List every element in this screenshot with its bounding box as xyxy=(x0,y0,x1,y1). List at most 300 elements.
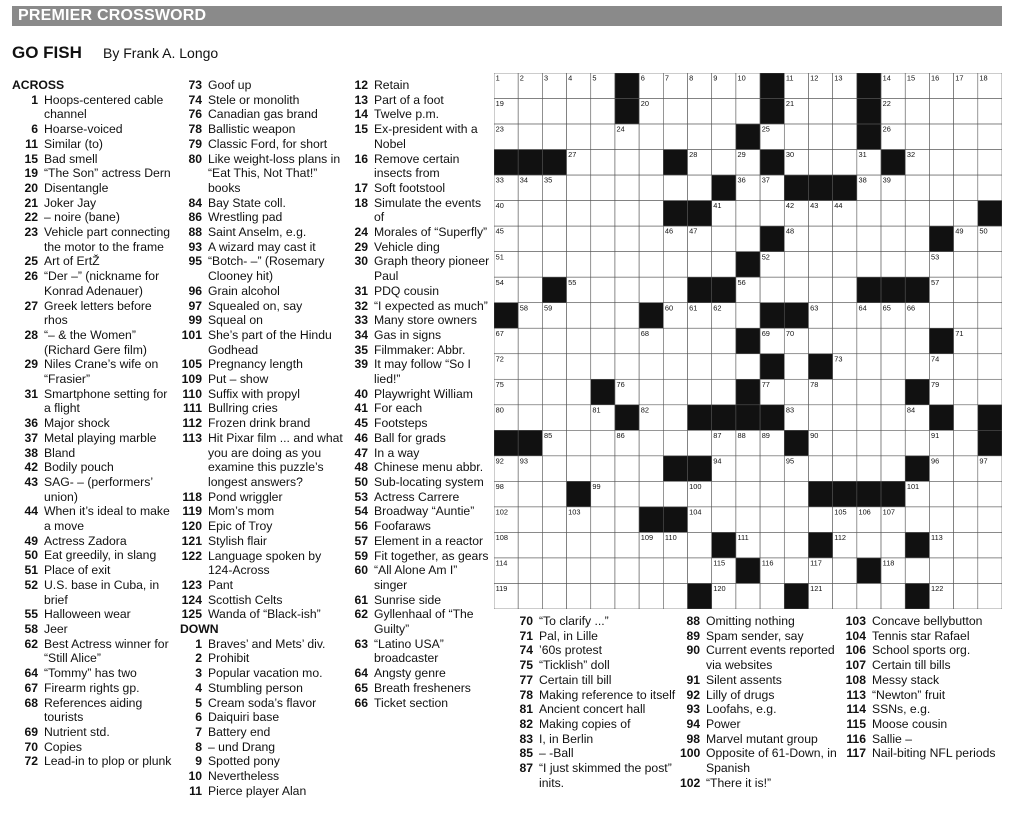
grid-cell[interactable] xyxy=(639,583,663,609)
grid-cell[interactable] xyxy=(905,124,929,150)
grid-cell[interactable] xyxy=(567,99,591,125)
clue xyxy=(840,732,1000,747)
grid-cell[interactable] xyxy=(784,124,808,150)
grid-cell[interactable] xyxy=(639,226,663,252)
grid-cell[interactable] xyxy=(905,252,929,278)
grid-cell[interactable] xyxy=(663,481,687,507)
grid-cell[interactable] xyxy=(518,481,542,507)
clue xyxy=(180,769,348,784)
clue-text: Disentangle xyxy=(44,180,109,195)
grid-cell[interactable] xyxy=(518,328,542,354)
grid-cell[interactable] xyxy=(615,354,639,380)
grid-cell[interactable] xyxy=(784,277,808,303)
grid-cell[interactable] xyxy=(905,99,929,125)
grid-cell[interactable] xyxy=(542,379,566,405)
grid-cell[interactable] xyxy=(736,99,760,125)
cell-number: 21 xyxy=(785,99,795,109)
grid-cell[interactable] xyxy=(712,252,736,278)
grid-cell[interactable] xyxy=(615,252,639,278)
grid-cell[interactable] xyxy=(954,303,978,329)
grid-cell[interactable] xyxy=(978,532,1002,558)
grid-cell[interactable] xyxy=(978,150,1002,176)
grid-cell[interactable] xyxy=(833,277,857,303)
clue-text: For each xyxy=(374,401,423,416)
grid-cell[interactable] xyxy=(808,405,832,431)
grid-cell[interactable] xyxy=(978,583,1002,609)
grid-cell[interactable] xyxy=(615,226,639,252)
grid-cell[interactable] xyxy=(978,303,1002,329)
clue xyxy=(350,93,492,108)
grid-cell[interactable] xyxy=(542,124,566,150)
grid-cell[interactable] xyxy=(567,405,591,431)
grid-cell[interactable] xyxy=(808,150,832,176)
grid-cell[interactable] xyxy=(591,430,615,456)
grid-cell[interactable] xyxy=(639,456,663,482)
grid-cell[interactable] xyxy=(978,124,1002,150)
grid-cell[interactable] xyxy=(736,303,760,329)
grid-cell[interactable] xyxy=(881,456,905,482)
grid-cell[interactable] xyxy=(615,201,639,227)
grid-cell[interactable] xyxy=(663,558,687,584)
clue-text: Language spoken by 124-Across xyxy=(208,548,322,578)
grid-cell[interactable] xyxy=(954,124,978,150)
grid-cell[interactable] xyxy=(833,226,857,252)
grid-cell[interactable] xyxy=(954,354,978,380)
grid-cell[interactable] xyxy=(663,430,687,456)
grid-cell[interactable] xyxy=(857,226,881,252)
grid-cell[interactable] xyxy=(978,328,1002,354)
grid-cell[interactable] xyxy=(833,558,857,584)
grid-cell[interactable] xyxy=(736,354,760,380)
grid-cell[interactable] xyxy=(857,456,881,482)
clue-text: Mom’s mom xyxy=(208,504,275,519)
grid-cell[interactable] xyxy=(857,379,881,405)
grid-cell[interactable] xyxy=(712,150,736,176)
grid-cell[interactable] xyxy=(881,201,905,227)
grid-cell[interactable] xyxy=(591,226,615,252)
grid-cell[interactable] xyxy=(542,583,566,609)
grid-cell[interactable] xyxy=(542,328,566,354)
grid-cell[interactable] xyxy=(542,99,566,125)
grid-cell[interactable] xyxy=(881,354,905,380)
grid-cell[interactable] xyxy=(688,532,712,558)
grid-cell[interactable] xyxy=(881,583,905,609)
grid-cell[interactable] xyxy=(978,379,1002,405)
grid-cell[interactable] xyxy=(518,226,542,252)
grid-cell[interactable] xyxy=(954,481,978,507)
grid-cell[interactable] xyxy=(736,201,760,227)
grid-cell[interactable] xyxy=(639,379,663,405)
grid-cell[interactable] xyxy=(833,583,857,609)
grid-cell[interactable] xyxy=(567,226,591,252)
grid-cell[interactable] xyxy=(639,124,663,150)
grid-cell[interactable] xyxy=(639,354,663,380)
clue-number: 16 xyxy=(354,151,368,166)
grid-cell[interactable] xyxy=(833,150,857,176)
grid-cell[interactable] xyxy=(591,583,615,609)
grid-cell[interactable] xyxy=(760,456,784,482)
grid-cell[interactable] xyxy=(784,507,808,533)
grid-cell[interactable] xyxy=(808,99,832,125)
grid-cell[interactable] xyxy=(591,124,615,150)
crossword-grid[interactable] xyxy=(494,73,1002,609)
cell-number: 69 xyxy=(761,328,770,338)
grid-cell[interactable] xyxy=(881,379,905,405)
grid-cell[interactable] xyxy=(857,405,881,431)
grid-cell[interactable] xyxy=(688,354,712,380)
grid-cell[interactable] xyxy=(591,532,615,558)
grid-cell[interactable] xyxy=(542,456,566,482)
grid-cell[interactable] xyxy=(905,201,929,227)
grid-cell[interactable] xyxy=(615,303,639,329)
grid-cell[interactable] xyxy=(688,379,712,405)
grid-cell[interactable] xyxy=(736,583,760,609)
grid-cell[interactable] xyxy=(639,277,663,303)
grid-cell[interactable] xyxy=(760,277,784,303)
grid-cell[interactable] xyxy=(712,328,736,354)
clue-number: 23 xyxy=(24,225,38,240)
cell-number: 59 xyxy=(543,303,553,313)
grid-cell[interactable] xyxy=(542,532,566,558)
grid-cell[interactable] xyxy=(954,456,978,482)
grid-cell[interactable] xyxy=(736,456,760,482)
grid-cell[interactable] xyxy=(542,201,566,227)
cell-number: 64 xyxy=(858,303,867,313)
grid-cell[interactable] xyxy=(542,252,566,278)
cell-number: 107 xyxy=(882,507,895,517)
grid-cell[interactable] xyxy=(978,354,1002,380)
grid-cell[interactable] xyxy=(615,583,639,609)
grid-cell[interactable] xyxy=(591,252,615,278)
grid-cell[interactable] xyxy=(615,175,639,201)
cell-number: 34 xyxy=(519,175,529,185)
grid-cell[interactable] xyxy=(736,481,760,507)
grid-cell[interactable] xyxy=(712,124,736,150)
grid-cell[interactable] xyxy=(567,583,591,609)
cell-number: 29 xyxy=(737,150,746,160)
grid-cell[interactable] xyxy=(784,481,808,507)
grid-cell[interactable] xyxy=(615,507,639,533)
grid-cell[interactable] xyxy=(518,507,542,533)
grid-cell[interactable] xyxy=(833,303,857,329)
grid-cell[interactable] xyxy=(591,303,615,329)
grid-cell[interactable] xyxy=(567,328,591,354)
grid-cell[interactable] xyxy=(808,252,832,278)
grid-cell[interactable] xyxy=(905,328,929,354)
grid-cell[interactable] xyxy=(518,532,542,558)
cell-number: 1 xyxy=(495,73,500,83)
cell-number: 82 xyxy=(640,405,649,415)
grid-cell[interactable] xyxy=(808,226,832,252)
grid-cell[interactable] xyxy=(639,481,663,507)
grid-cell[interactable] xyxy=(929,175,953,201)
grid-cell[interactable] xyxy=(712,379,736,405)
grid-block xyxy=(978,405,1002,431)
grid-cell[interactable] xyxy=(954,201,978,227)
clue xyxy=(180,490,348,505)
grid-cell[interactable] xyxy=(833,252,857,278)
clue-number: 86 xyxy=(188,210,202,225)
grid-cell[interactable] xyxy=(929,201,953,227)
grid-cell[interactable] xyxy=(954,583,978,609)
grid-cell[interactable] xyxy=(954,379,978,405)
grid-cell[interactable] xyxy=(978,175,1002,201)
grid-cell[interactable] xyxy=(518,379,542,405)
grid-cell[interactable] xyxy=(905,558,929,584)
cell-number: 83 xyxy=(785,405,795,415)
grid-cell[interactable] xyxy=(688,252,712,278)
grid-cell[interactable] xyxy=(567,201,591,227)
grid-cell[interactable] xyxy=(760,532,784,558)
grid-cell[interactable] xyxy=(833,99,857,125)
grid-cell[interactable] xyxy=(833,430,857,456)
grid-cell[interactable] xyxy=(881,405,905,431)
grid-cell[interactable] xyxy=(663,379,687,405)
grid-cell[interactable] xyxy=(663,277,687,303)
grid-cell[interactable] xyxy=(736,226,760,252)
grid-block xyxy=(905,583,929,609)
grid-cell[interactable] xyxy=(881,252,905,278)
grid-cell[interactable] xyxy=(615,532,639,558)
grid-cell[interactable] xyxy=(784,252,808,278)
grid-cell[interactable] xyxy=(663,252,687,278)
grid-cell[interactable] xyxy=(615,558,639,584)
grid-cell[interactable] xyxy=(808,328,832,354)
grid-cell[interactable] xyxy=(688,175,712,201)
grid-cell[interactable] xyxy=(615,328,639,354)
grid-cell[interactable] xyxy=(639,252,663,278)
clue xyxy=(12,460,174,475)
grid-cell[interactable] xyxy=(688,99,712,125)
grid-cell[interactable] xyxy=(954,405,978,431)
grid-cell[interactable] xyxy=(857,532,881,558)
grid-cell[interactable] xyxy=(567,558,591,584)
grid-block xyxy=(663,201,687,227)
grid-cell[interactable] xyxy=(542,405,566,431)
grid-cell[interactable] xyxy=(688,124,712,150)
grid-cell[interactable] xyxy=(978,558,1002,584)
grid-cell[interactable] xyxy=(567,252,591,278)
grid-cell[interactable] xyxy=(905,175,929,201)
grid-cell[interactable] xyxy=(978,507,1002,533)
grid-cell[interactable] xyxy=(567,456,591,482)
grid-cell[interactable] xyxy=(615,150,639,176)
grid-cell[interactable] xyxy=(567,354,591,380)
grid-cell[interactable] xyxy=(760,583,784,609)
clue xyxy=(180,284,348,299)
grid-cell[interactable] xyxy=(784,532,808,558)
grid-cell[interactable] xyxy=(591,558,615,584)
grid-cell[interactable] xyxy=(688,558,712,584)
clue-text: Scottish Celts xyxy=(208,592,283,607)
grid-cell[interactable] xyxy=(663,328,687,354)
grid-cell[interactable] xyxy=(833,405,857,431)
grid-cell[interactable] xyxy=(663,405,687,431)
grid-cell[interactable] xyxy=(615,277,639,303)
grid-cell[interactable] xyxy=(784,558,808,584)
grid-cell[interactable] xyxy=(760,507,784,533)
grid-cell[interactable] xyxy=(857,328,881,354)
grid-cell[interactable] xyxy=(639,430,663,456)
grid-cell[interactable] xyxy=(591,99,615,125)
grid-cell[interactable] xyxy=(954,277,978,303)
clue xyxy=(180,710,348,725)
grid-cell[interactable] xyxy=(663,124,687,150)
grid-cell[interactable] xyxy=(978,277,1002,303)
grid-cell[interactable] xyxy=(954,150,978,176)
grid-cell[interactable] xyxy=(978,99,1002,125)
grid-cell[interactable] xyxy=(542,226,566,252)
grid-cell[interactable] xyxy=(615,456,639,482)
clue-text: School sports org. xyxy=(872,643,971,658)
clue-text: Hoops-centered cable channel xyxy=(44,92,164,122)
grid-cell[interactable] xyxy=(929,481,953,507)
cell-number: 89 xyxy=(761,430,770,440)
grid-cell[interactable] xyxy=(833,379,857,405)
grid-cell[interactable] xyxy=(929,558,953,584)
clue-text: When it’s ideal to make a move xyxy=(44,504,170,534)
cell-number: 20 xyxy=(640,99,649,109)
grid-cell[interactable] xyxy=(639,558,663,584)
grid-cell[interactable] xyxy=(833,124,857,150)
grid-cell[interactable] xyxy=(663,175,687,201)
grid-cell[interactable] xyxy=(567,175,591,201)
clue xyxy=(180,152,348,196)
grid-cell[interactable] xyxy=(712,99,736,125)
grid-cell[interactable] xyxy=(591,150,615,176)
clue-number: 117 xyxy=(846,746,866,761)
grid-cell[interactable] xyxy=(881,430,905,456)
grid-cell[interactable] xyxy=(591,175,615,201)
grid-cell[interactable] xyxy=(591,277,615,303)
clue-text: SSNs, e.g. xyxy=(872,702,931,717)
clue-text: Certain till bills xyxy=(872,658,951,673)
grid-cell[interactable] xyxy=(905,226,929,252)
grid-cell[interactable] xyxy=(881,532,905,558)
grid-cell[interactable] xyxy=(857,583,881,609)
grid-cell[interactable] xyxy=(542,354,566,380)
grid-cell[interactable] xyxy=(542,507,566,533)
grid-cell[interactable] xyxy=(760,201,784,227)
grid-cell[interactable] xyxy=(567,303,591,329)
grid-cell[interactable] xyxy=(954,532,978,558)
grid-cell[interactable] xyxy=(663,583,687,609)
grid-cell[interactable] xyxy=(567,124,591,150)
grid-cell[interactable] xyxy=(954,430,978,456)
grid-cell[interactable] xyxy=(518,99,542,125)
grid-cell[interactable] xyxy=(518,405,542,431)
grid-cell[interactable] xyxy=(542,481,566,507)
grid-cell[interactable] xyxy=(954,507,978,533)
clue-text: Gyllenhaal of “The Guilty” xyxy=(374,607,474,637)
grid-cell[interactable] xyxy=(518,252,542,278)
grid-cell[interactable] xyxy=(954,99,978,125)
grid-cell[interactable] xyxy=(760,481,784,507)
grid-cell[interactable] xyxy=(591,507,615,533)
cell-number: 13 xyxy=(834,73,843,83)
grid-cell[interactable] xyxy=(857,252,881,278)
grid-cell[interactable] xyxy=(567,430,591,456)
grid-cell[interactable] xyxy=(688,328,712,354)
grid-cell[interactable] xyxy=(518,201,542,227)
grid-cell[interactable] xyxy=(954,558,978,584)
clue-text: Soft footstool xyxy=(374,180,446,195)
grid-cell[interactable] xyxy=(808,124,832,150)
grid-cell[interactable] xyxy=(591,354,615,380)
grid-cell[interactable] xyxy=(881,328,905,354)
grid-cell[interactable] xyxy=(639,150,663,176)
grid-cell[interactable] xyxy=(833,456,857,482)
grid-cell[interactable] xyxy=(591,201,615,227)
grid-cell[interactable] xyxy=(905,507,929,533)
grid-cell[interactable] xyxy=(857,430,881,456)
grid-cell[interactable] xyxy=(929,150,953,176)
grid-cell[interactable] xyxy=(929,303,953,329)
grid-cell[interactable] xyxy=(591,328,615,354)
clue xyxy=(12,666,174,681)
grid-cell[interactable] xyxy=(663,99,687,125)
grid-cell[interactable] xyxy=(929,124,953,150)
clue-number: 105 xyxy=(181,357,202,372)
clue-text: Graph theory pioneer Paul xyxy=(374,254,490,284)
grid-cell[interactable] xyxy=(518,277,542,303)
grid-block xyxy=(712,175,736,201)
grid-cell[interactable] xyxy=(518,124,542,150)
grid-cell[interactable] xyxy=(518,558,542,584)
grid-cell[interactable] xyxy=(833,328,857,354)
grid-cell[interactable] xyxy=(784,354,808,380)
grid-cell[interactable] xyxy=(712,226,736,252)
grid-cell[interactable] xyxy=(518,354,542,380)
grid-cell[interactable] xyxy=(688,430,712,456)
grid-cell[interactable] xyxy=(639,175,663,201)
grid-cell[interactable] xyxy=(857,201,881,227)
grid-cell[interactable] xyxy=(905,430,929,456)
grid-cell[interactable] xyxy=(591,456,615,482)
clue-number: 108 xyxy=(845,672,866,687)
cell-number: 92 xyxy=(495,456,504,466)
grid-cell[interactable] xyxy=(978,481,1002,507)
grid-cell[interactable] xyxy=(736,507,760,533)
grid-cell[interactable] xyxy=(857,354,881,380)
grid-cell[interactable] xyxy=(929,99,953,125)
grid-cell[interactable] xyxy=(905,354,929,380)
grid-cell[interactable] xyxy=(954,175,978,201)
grid-cell[interactable] xyxy=(808,507,832,533)
grid-cell[interactable] xyxy=(978,252,1002,278)
grid-cell[interactable] xyxy=(929,507,953,533)
grid-cell[interactable] xyxy=(542,558,566,584)
grid-cell[interactable] xyxy=(663,354,687,380)
grid-cell[interactable] xyxy=(615,481,639,507)
grid-cell[interactable] xyxy=(808,277,832,303)
grid-cell[interactable] xyxy=(712,481,736,507)
cell-number: 46 xyxy=(664,226,674,236)
grid-cell[interactable] xyxy=(881,226,905,252)
grid-cell[interactable] xyxy=(567,532,591,558)
grid-cell[interactable] xyxy=(567,379,591,405)
grid-cell[interactable] xyxy=(518,583,542,609)
grid-cell[interactable] xyxy=(639,201,663,227)
grid-cell[interactable] xyxy=(712,507,736,533)
clue-text: Morales of “Superfly” xyxy=(374,225,488,240)
grid-cell[interactable] xyxy=(784,379,808,405)
cell-number: 84 xyxy=(906,405,916,415)
grid-cell[interactable] xyxy=(808,456,832,482)
grid-cell[interactable] xyxy=(954,252,978,278)
grid-block xyxy=(615,73,639,99)
grid-cell[interactable] xyxy=(712,354,736,380)
